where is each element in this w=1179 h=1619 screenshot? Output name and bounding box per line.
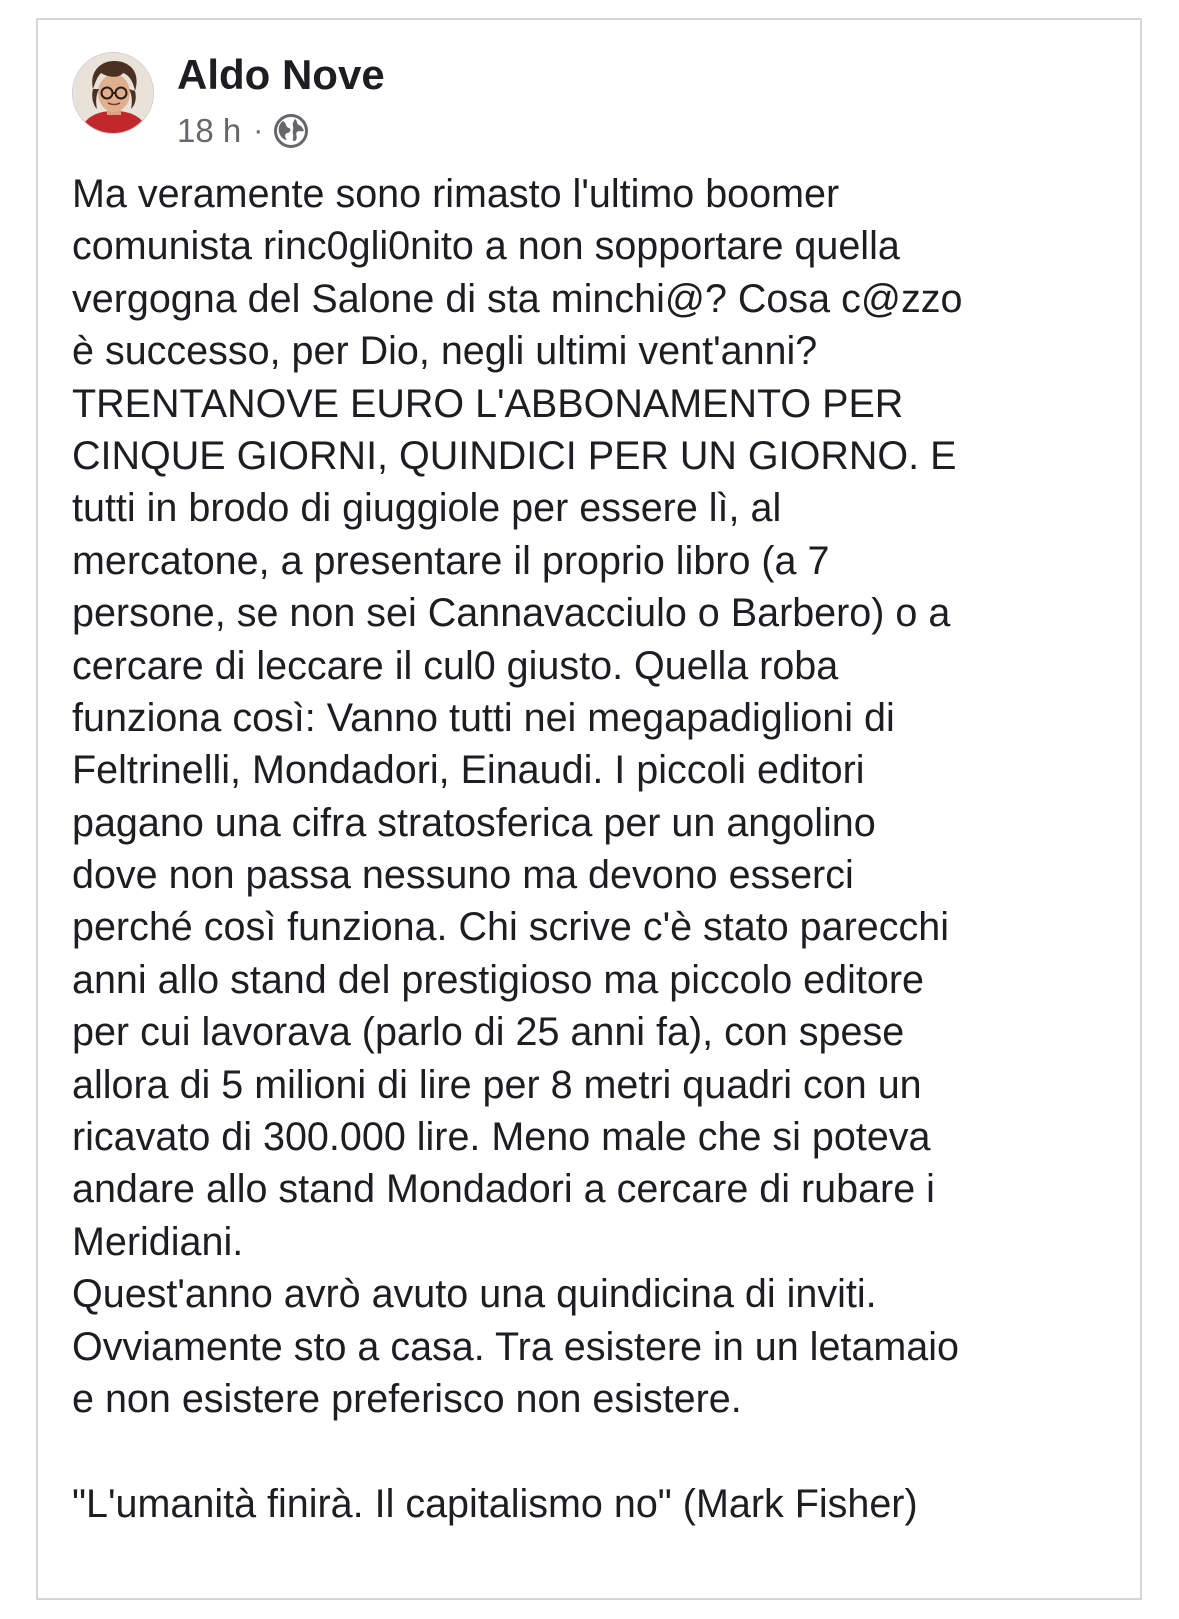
avatar[interactable]	[72, 52, 154, 134]
post-text-line: CINQUE GIORNI, QUINDICI PER UN GIORNO. E	[72, 433, 957, 478]
meta-separator: ·	[253, 114, 264, 147]
globe-icon[interactable]	[273, 113, 309, 149]
post-timestamp[interactable]: 18 h	[177, 112, 242, 149]
avatar-portrait-icon	[73, 53, 154, 134]
post-text-line: perché così funziona. Chi scrive c'è stato parecchi	[72, 905, 949, 950]
facebook-post-card	[36, 18, 1142, 1600]
post-body	[72, 168, 1134, 1530]
post-text-line: tutti in brodo di giuggiole per essere lì, al	[72, 486, 782, 531]
author-name[interactable]: Aldo Nove	[177, 51, 385, 98]
post-text-line: per cui lavorava (parlo di 25 anni fa), con spese	[72, 1010, 905, 1055]
post-text-line: dove non passa nessuno ma devono esserci	[72, 853, 854, 898]
post-text-line: è successo, per Dio, negli ultimi vent'anni?	[72, 329, 818, 374]
post-quote: "L'umanità finirà. Il capitalismo no" (Mark Fisher)	[72, 1481, 918, 1526]
post-text-line: cercare di leccare il cul0 giusto. Quella roba	[72, 643, 839, 688]
post-text-line: Quest'anno avrò avuto una quindicina di inviti.	[72, 1272, 877, 1317]
post-text-line: anni allo stand del prestigioso ma piccolo editore	[72, 957, 924, 1002]
post-text-line: TRENTANOVE EURO L'ABBONAMENTO PER	[72, 381, 904, 426]
post-text-line: Meridiani.	[72, 1219, 244, 1264]
paragraph-spacer	[72, 1425, 1134, 1477]
post-meta	[177, 112, 309, 150]
post-text-line: comunista rinc0gli0nito a non sopportare quella	[72, 224, 900, 269]
post-text-line: allora di 5 milioni di lire per 8 metri quadri con un	[72, 1062, 922, 1107]
post-text-line: Ma veramente sono rimasto l'ultimo boomer	[72, 172, 840, 216]
post-text-line: persone, se non sei Cannavacciulo o Barbero) o a	[72, 591, 951, 636]
post-text-line: Feltrinelli, Mondadori, Einaudi. I piccoli editori	[72, 748, 865, 793]
post-text-line: Ovviamente sto a casa. Tra esistere in un letamaio	[72, 1324, 959, 1369]
post-text-line: ricavato di 300.000 lire. Meno male che si poteva	[72, 1115, 931, 1160]
post-text-line: funziona così: Vanno tutti nei megapadiglioni di	[72, 695, 895, 740]
post-text-line: andare allo stand Mondadori a cercare di rubare i	[72, 1167, 935, 1212]
post-text-line: mercatone, a presentare il proprio libro (a 7	[72, 538, 830, 583]
post-text-line: pagano una cifra stratosferica per un angolino	[72, 800, 876, 845]
post-text-line: vergogna del Salone di sta minchi@? Cosa c@zzo	[72, 276, 963, 321]
post-text-line: e non esistere preferisco non esistere.	[72, 1376, 742, 1421]
